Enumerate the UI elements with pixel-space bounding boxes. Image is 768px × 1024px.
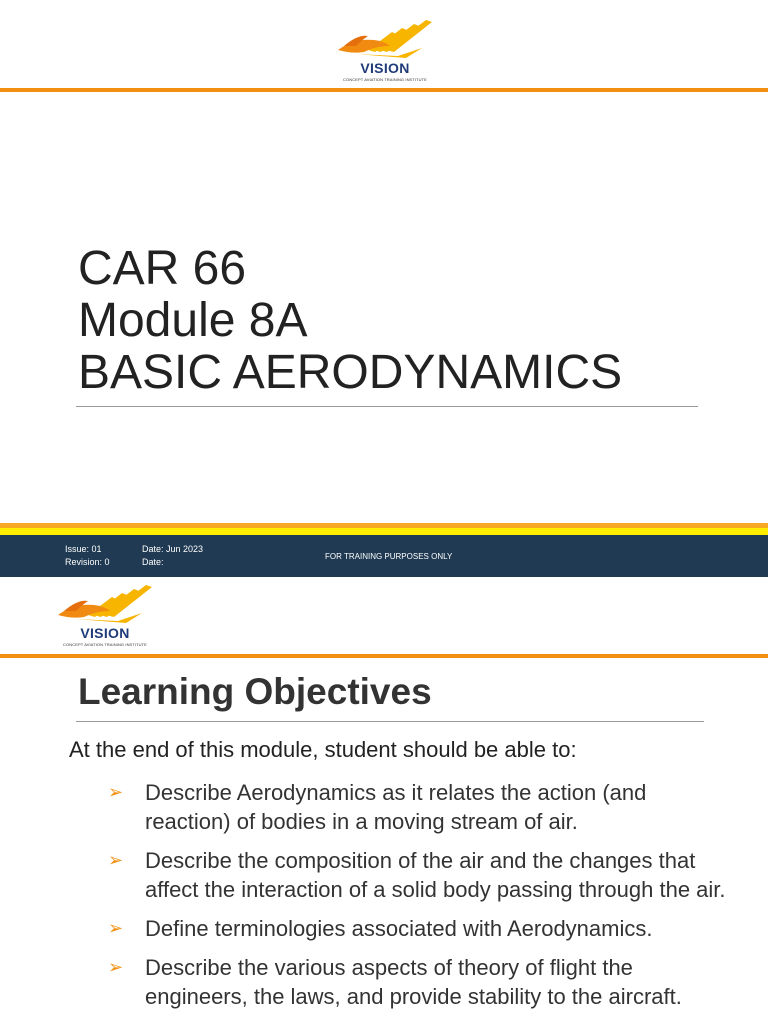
logo-wordmark: VISION	[360, 60, 410, 76]
slide-title: Learning Objectives	[78, 671, 432, 712]
vision-bird-logo-icon	[54, 581, 158, 631]
objective-text: Describe Aerodynamics as it relates the action (and reaction) of bodies in a moving stream of air.	[145, 780, 647, 834]
arrowhead-bullet-icon: ➢	[108, 918, 124, 938]
slide-title	[78, 243, 622, 399]
logo-wordmark: VISION	[80, 625, 130, 641]
list-item	[108, 953, 738, 1011]
footer-date-issue: Date: Jun 2023	[142, 544, 204, 554]
footer-stripe-yellow	[0, 528, 768, 535]
header-divider	[0, 88, 768, 92]
list-item	[108, 914, 738, 943]
objective-text: Describe the various aspects of theory of flight the engineers, the laws, and provide stability to the aircraft.	[145, 955, 682, 1009]
list-item	[108, 846, 738, 904]
objectives-intro: At the end of this module, student should be able to:	[69, 737, 577, 762]
vision-logo	[54, 581, 158, 651]
title-line-subject: BASIC AERODYNAMICS	[78, 346, 623, 399]
list-item	[108, 778, 738, 836]
logo-tagline: CONCEPT AVIATION TRAINING INSTITUTE	[343, 77, 427, 82]
arrowhead-bullet-icon: ➢	[108, 957, 124, 977]
objective-text: Describe the composition of the air and the changes that affect the interaction of a solid body passing through the air.	[145, 848, 726, 902]
footer-notice: FOR TRAINING PURPOSES ONLY	[325, 552, 453, 561]
title-line-course: CAR 66	[78, 242, 247, 295]
footer-date-revision: Date:	[142, 557, 164, 567]
title-underline	[76, 406, 698, 407]
header-divider	[0, 654, 768, 658]
title-line-module: Module 8A	[78, 294, 308, 347]
footer-issue: Issue: 01	[65, 544, 102, 554]
slide-footer	[0, 535, 768, 577]
footer-revision: Revision: 0	[65, 557, 110, 567]
vision-bird-logo-icon	[334, 16, 438, 66]
objectives-list	[108, 778, 738, 1021]
arrowhead-bullet-icon: ➢	[108, 782, 124, 802]
learning-objectives-slide	[0, 577, 768, 1024]
objective-text: Define terminologies associated with Aerodynamics.	[145, 916, 653, 941]
title-underline	[76, 721, 704, 722]
logo-tagline: CONCEPT AVIATION TRAINING INSTITUTE	[63, 642, 147, 647]
vision-logo	[334, 16, 438, 86]
arrowhead-bullet-icon: ➢	[108, 850, 124, 870]
